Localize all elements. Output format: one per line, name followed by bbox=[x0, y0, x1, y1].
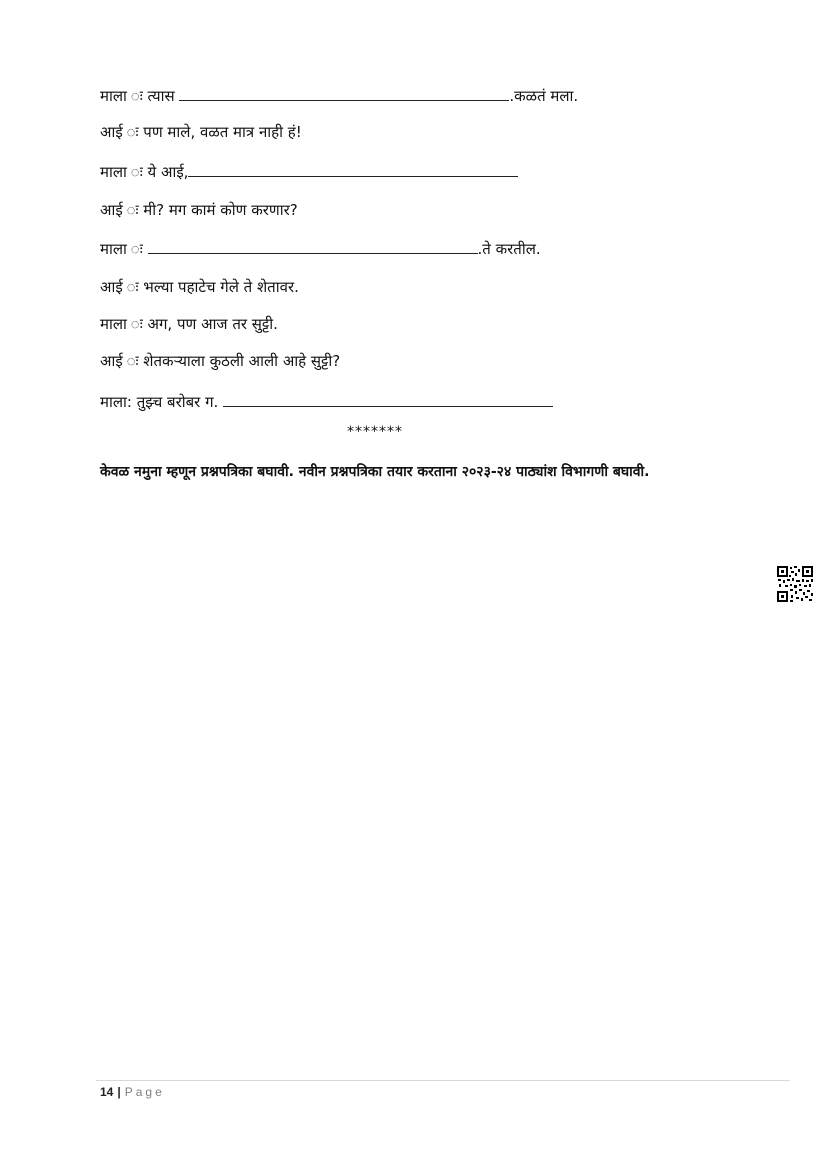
qr-code-icon bbox=[776, 565, 814, 603]
answer-blank bbox=[148, 239, 478, 254]
answer-blank bbox=[179, 86, 509, 101]
dialogue-line-3 bbox=[100, 162, 518, 182]
dialogue-text: आई ः पण माले, वळत मात्र नाही हं! bbox=[100, 123, 302, 141]
dialogue-text: माला ः अग, पण आज तर सुट्टी. bbox=[100, 315, 278, 333]
page-label: Page bbox=[124, 1085, 165, 1099]
sample-paper-note: केवळ नमुना म्हणून प्रश्नपत्रिका बघावी. नवीन प्रश्नपत्रिका तयार करताना २०२३-२४ पाठ्यांश विभागणी बघावी. bbox=[100, 464, 650, 480]
footer-divider bbox=[96, 1080, 790, 1081]
dialogue-text: माला ः त्यास bbox=[100, 87, 180, 105]
dialogue-text: माला: तुझ्च बरोबर ग. bbox=[100, 393, 224, 411]
dialogue-text-after: .ते करतील. bbox=[477, 240, 541, 258]
page-footer bbox=[100, 1085, 165, 1099]
dialogue-text: आई ः भल्या पहाटेच गेले ते शेतावर. bbox=[100, 278, 299, 296]
dialogue-line-5 bbox=[100, 239, 541, 259]
dialogue-line-2 bbox=[100, 122, 302, 142]
dialogue-line-6 bbox=[100, 277, 299, 297]
dialogue-text: माला ः ये आई, bbox=[100, 163, 189, 181]
dialogue-line-1 bbox=[100, 86, 578, 106]
dialogue-text: आई ः मी? मग कामं कोण करणार? bbox=[100, 201, 298, 219]
dialogue-text: माला ः bbox=[100, 240, 148, 258]
dialogue-line-8 bbox=[100, 351, 340, 371]
section-separator: ******* bbox=[347, 424, 403, 440]
dialogue-line-7 bbox=[100, 314, 278, 334]
dialogue-line-9 bbox=[100, 392, 553, 412]
page-number: 14 bbox=[100, 1085, 114, 1099]
dialogue-text: आई ः शेतकऱ्याला कुठली आली आहे सुट्टी? bbox=[100, 352, 341, 370]
dialogue-text-after: .कळतं मला. bbox=[509, 87, 579, 105]
answer-blank bbox=[223, 392, 553, 407]
dialogue-line-4 bbox=[100, 200, 298, 220]
footer-separator: | bbox=[117, 1085, 121, 1099]
answer-blank bbox=[188, 162, 518, 177]
